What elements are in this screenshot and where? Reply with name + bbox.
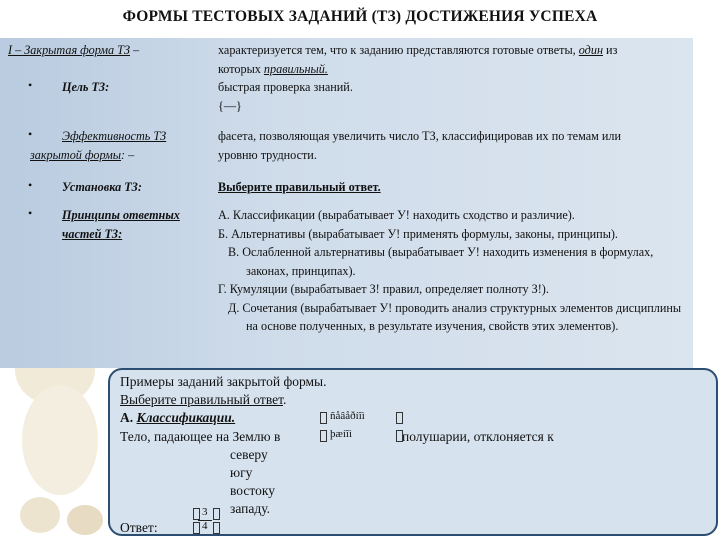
bullet: • — [28, 178, 33, 192]
checkbox[interactable] — [193, 508, 200, 520]
checkbox[interactable] — [193, 522, 200, 534]
row2-text: быстрая проверка знаний. {—} — [218, 80, 353, 113]
popup-heading: Примеры заданий закрытой формы. — [120, 374, 327, 389]
popup-instruction: Выберите правильный ответ. — [120, 392, 287, 407]
option-item: западу. — [230, 501, 271, 516]
option-item: северу — [230, 447, 268, 462]
garbled-option-1: ñåâåðíîì — [330, 410, 365, 422]
principle-item: В. Ослабленной альтернативы (вырабатывает У! находить изменения в формулах, законах, принципах). — [228, 245, 654, 278]
answer-label: Ответ: — [120, 520, 158, 535]
row1-text: характеризуется тем, что к заданию представляются готовые ответы, один из которых правильный. — [218, 43, 618, 76]
principle-item: Б. Альтернативы (вырабатывает У! применять формулы, законы, принципы). — [218, 226, 618, 241]
row1-label: I – Закрытая форма ТЗ – — [8, 43, 140, 57]
page-title: ФОРМЫ ТЕСТОВЫХ ЗАДАНИЙ (ТЗ) ДОСТИЖЕНИЯ УСПЕХА — [122, 8, 598, 25]
checkbox[interactable] — [213, 508, 220, 520]
garbled-option-2: þæíîì — [330, 428, 353, 440]
row4-label: Установка ТЗ: — [62, 180, 142, 194]
popup-question-b: полушарии, отклоняется к — [402, 429, 554, 444]
row5-label: Принципы ответных частей ТЗ: — [62, 208, 180, 241]
principle-item: Д. Сочетания (вырабатывает У! проводить анализ структурных элементов дисциплины на основе полученных, в результате изучения, свойств этих элементов). — [228, 300, 682, 333]
bullet: • — [28, 78, 33, 92]
row4-text: Выберите правильный ответ. — [218, 180, 381, 194]
popup-question-a: Тело, падающее на Землю в — [120, 429, 281, 444]
row2-label: Цель ТЗ: — [62, 80, 110, 94]
bullet: • — [28, 206, 33, 220]
row3-label: Эффективность ТЗ — [62, 129, 167, 143]
row3-text: фасета, позволяющая увеличить число ТЗ, классифицировав их по темам или уровню трудности. — [218, 129, 622, 162]
fraction-bottom: 4 — [202, 520, 208, 532]
fraction-top: 3 — [202, 506, 208, 518]
example-popup — [108, 368, 718, 536]
option-item: востоку — [230, 483, 275, 498]
popup-type: А. Классификации. — [120, 410, 236, 425]
bullet: • — [28, 127, 33, 141]
row3-label-cont: закрытой формы: – — [30, 148, 135, 162]
checkbox[interactable] — [320, 412, 327, 424]
option-item: югу — [230, 465, 253, 480]
principle-item: А. Классификации (вырабатывает У! находить сходство и различие). — [218, 208, 575, 222]
checkbox[interactable] — [213, 522, 220, 534]
checkbox[interactable] — [396, 430, 403, 442]
checkbox[interactable] — [396, 412, 403, 424]
row5-list — [218, 206, 688, 336]
principle-item: Г. Кумуляции (вырабатывает З! правил, определяет полноту З!). — [218, 282, 549, 296]
checkbox[interactable] — [320, 430, 327, 442]
